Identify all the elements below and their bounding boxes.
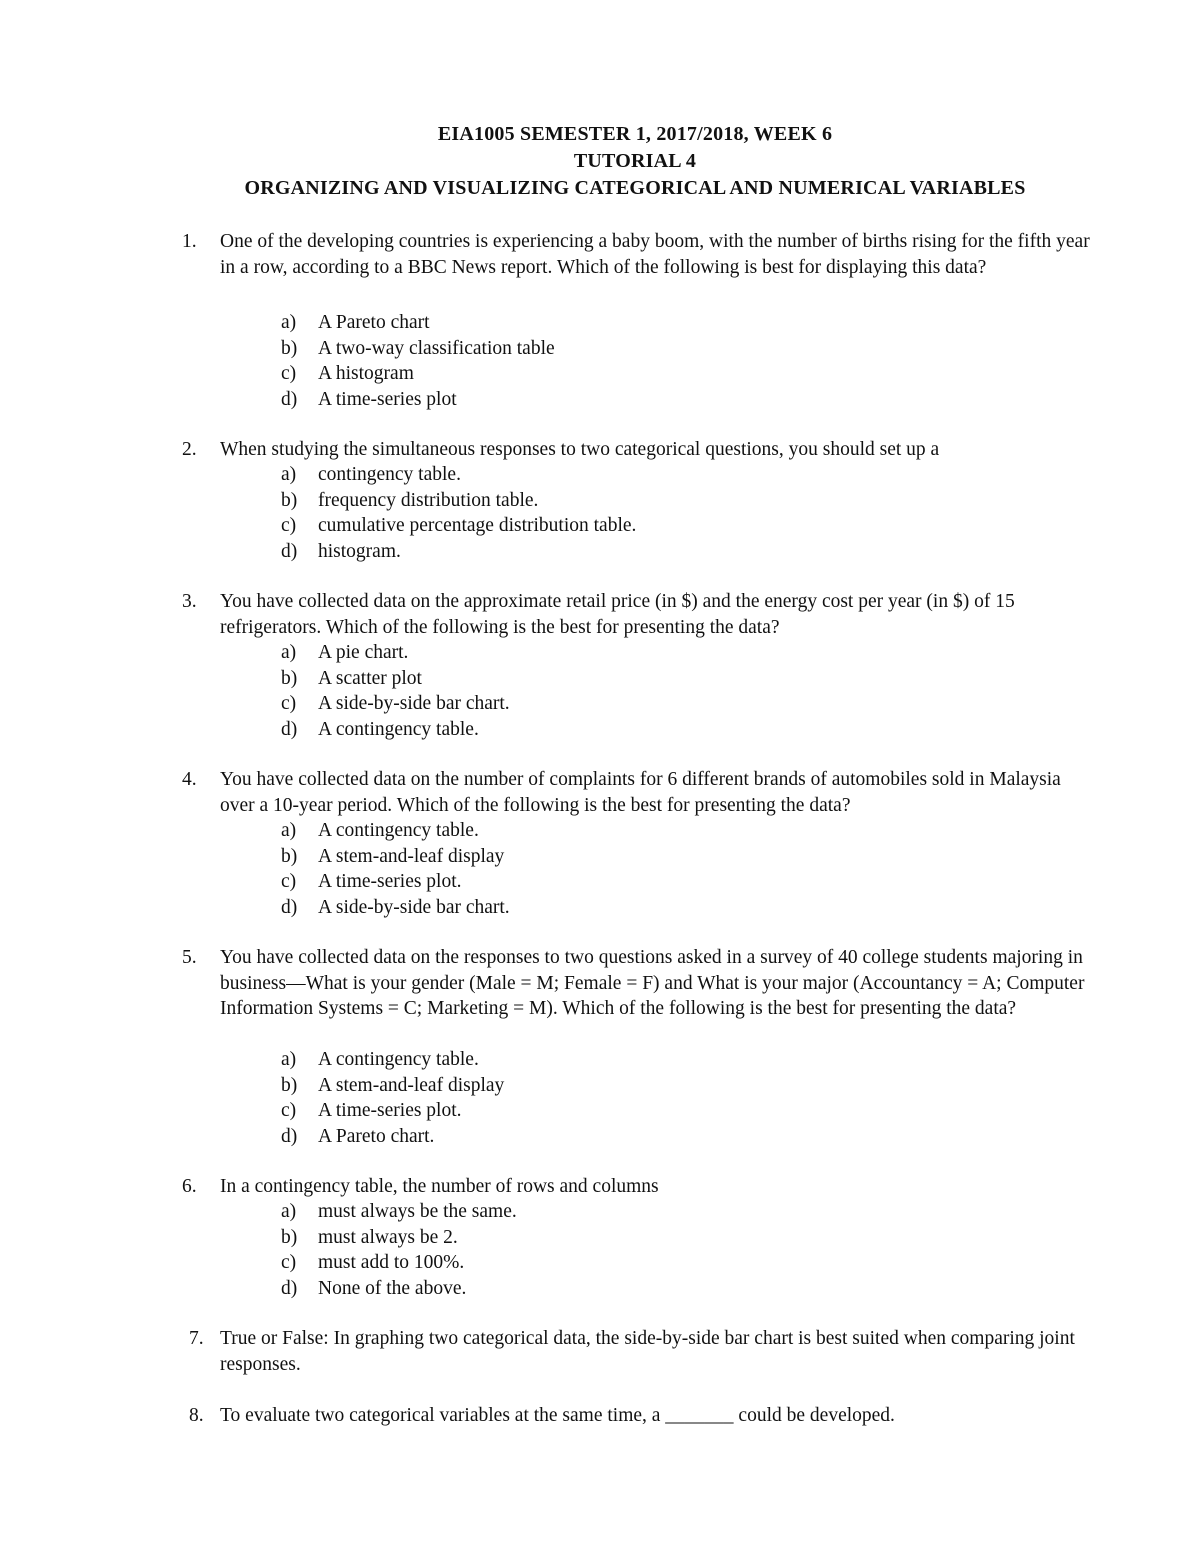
question-number: 6. xyxy=(182,1176,197,1197)
option-text: A contingency table. xyxy=(318,820,479,841)
option-text: cumulative percentage distribution table. xyxy=(318,515,637,536)
option-d xyxy=(0,1276,1200,1302)
option-label: b) xyxy=(281,667,298,689)
option-text: A scatter plot xyxy=(318,667,422,689)
option-label: c) xyxy=(281,871,297,892)
question-text: In a contingency table, the number of rows and columns xyxy=(220,1176,659,1197)
option-text: A time-series plot. xyxy=(318,1100,462,1121)
question-text: You have collected data on the number of complaints for 6 different brands of automobiles sold in Malaysia over a 10-year period. Which of the following is the best for presenting the data? xyxy=(220,769,1061,816)
option-text: A side-by-side bar chart. xyxy=(318,896,510,918)
option-text: A pie chart. xyxy=(318,642,409,663)
option-label: a) xyxy=(281,1049,297,1070)
option-text: A Pareto chart xyxy=(318,312,430,333)
option-text: A stem-and-leaf display xyxy=(318,845,505,867)
option-b xyxy=(0,844,1200,870)
option-label: a) xyxy=(281,1201,297,1222)
option-c xyxy=(0,361,1200,387)
option-label: b) xyxy=(281,337,298,359)
option-c xyxy=(0,1098,1200,1124)
option-b xyxy=(0,488,1200,514)
option-b xyxy=(0,1073,1200,1099)
option-label: a) xyxy=(281,312,297,333)
option-text: A side-by-side bar chart. xyxy=(318,693,510,714)
option-a xyxy=(0,310,1200,336)
option-label: c) xyxy=(281,693,297,714)
option-label: d) xyxy=(281,1125,298,1147)
option-label: b) xyxy=(281,1074,298,1096)
option-d xyxy=(0,895,1200,921)
option-c xyxy=(0,691,1200,717)
option-label: c) xyxy=(281,515,297,536)
question-text: True or False: In graphing two categorical data, the side-by-side bar chart is best suited when comparing joint responses. xyxy=(220,1328,1075,1375)
option-label: a) xyxy=(281,464,297,485)
option-text: contingency table. xyxy=(318,464,461,485)
option-d xyxy=(0,539,1200,565)
option-a xyxy=(0,640,1200,666)
option-c xyxy=(0,1250,1200,1276)
option-a xyxy=(0,1047,1200,1073)
option-text: A time-series plot xyxy=(318,388,457,410)
option-text: must add to 100%. xyxy=(318,1252,465,1273)
option-label: d) xyxy=(281,540,298,562)
option-label: d) xyxy=(281,896,298,918)
question-number: 4. xyxy=(182,769,197,790)
question-number: 2. xyxy=(182,439,197,460)
option-text: A contingency table. xyxy=(318,1049,479,1070)
question-number: 8. xyxy=(189,1405,204,1426)
option-a xyxy=(0,818,1200,844)
option-label: b) xyxy=(281,489,298,511)
question-number: 7. xyxy=(189,1328,204,1349)
option-d xyxy=(0,717,1200,743)
option-text: A histogram xyxy=(318,363,414,384)
question-3-options xyxy=(0,640,1200,742)
option-label: b) xyxy=(281,845,298,867)
option-text: A Pareto chart. xyxy=(318,1125,435,1147)
question-5-options xyxy=(0,1047,1200,1149)
question-6-options xyxy=(0,1199,1200,1301)
option-text: must always be the same. xyxy=(318,1201,517,1222)
option-text: must always be 2. xyxy=(318,1226,458,1248)
option-d xyxy=(0,1124,1200,1150)
option-label: a) xyxy=(281,642,297,663)
question-2-options xyxy=(0,462,1200,564)
option-text: None of the above. xyxy=(318,1277,467,1299)
option-c xyxy=(0,869,1200,895)
option-text: A time-series plot. xyxy=(318,871,462,892)
question-text: You have collected data on the approximate retail price (in $) and the energy cost per year (in $) of 15 refrigerators. Which of the following is the best for presenting the data? xyxy=(220,591,1015,638)
option-d xyxy=(0,387,1200,413)
option-a xyxy=(0,1199,1200,1225)
option-b xyxy=(0,1225,1200,1251)
option-text: A stem-and-leaf display xyxy=(318,1074,505,1096)
option-text: A two-way classification table xyxy=(318,337,555,359)
course-title: EIA1005 SEMESTER 1, 2017/2018, WEEK 6 xyxy=(437,123,833,145)
option-label: a) xyxy=(281,820,297,841)
option-a xyxy=(0,462,1200,488)
option-label: c) xyxy=(281,1100,297,1121)
option-text: A contingency table. xyxy=(318,718,479,740)
option-text: frequency distribution table. xyxy=(318,489,539,511)
option-b xyxy=(0,336,1200,362)
option-label: b) xyxy=(281,1226,298,1248)
topic-title: ORGANIZING AND VISUALIZING CATEGORICAL AND NUMERICAL VARIABLES xyxy=(244,177,1026,199)
question-text: You have collected data on the responses to two questions asked in a survey of 40 college students majoring in business—What is your gender (Male = M; Female = F) and What is your major (Accountancy = A; Computer Information Systems = C; Marketing = M). Which of the following is the best for presenting the data? xyxy=(220,947,1085,1019)
option-label: d) xyxy=(281,1277,298,1299)
option-label: c) xyxy=(281,363,297,384)
option-text: histogram. xyxy=(318,540,401,562)
question-number: 3. xyxy=(182,591,197,612)
question-number: 1. xyxy=(182,231,197,252)
question-4-options xyxy=(0,818,1200,920)
option-c xyxy=(0,513,1200,539)
question-text: One of the developing countries is experiencing a baby boom, with the number of births rising for the fifth year in a row, according to a BBC News report. Which of the following is best for displaying this data? xyxy=(220,231,1090,278)
option-b xyxy=(0,666,1200,692)
question-text: When studying the simultaneous responses to two categorical questions, you should set up a xyxy=(220,439,940,460)
tutorial-title: TUTORIAL 4 xyxy=(573,150,697,172)
option-label: d) xyxy=(281,388,298,410)
option-label: d) xyxy=(281,718,298,740)
question-text: To evaluate two categorical variables at the same time, a _______ could be developed. xyxy=(220,1405,895,1426)
option-label: c) xyxy=(281,1252,297,1273)
question-number: 5. xyxy=(182,947,197,968)
question-1-options xyxy=(0,310,1200,412)
